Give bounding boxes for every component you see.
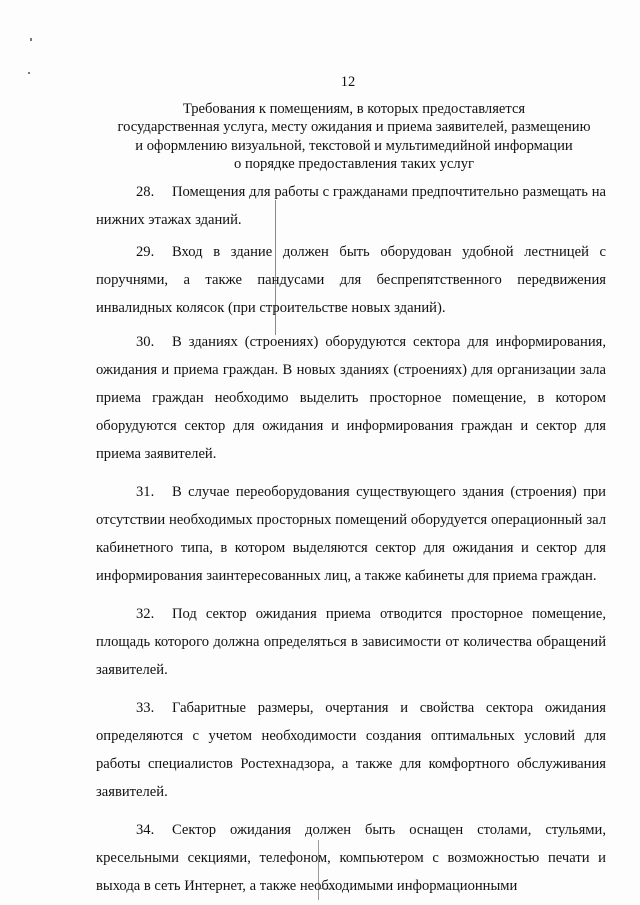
paragraph-33 bbox=[96, 694, 606, 806]
paragraph-29 bbox=[96, 238, 606, 322]
paragraph-number: 30. bbox=[136, 334, 155, 350]
paragraph-text: В зданиях (строениях) оборудуются сектора для информирования, ожидания и приема граждан. В новых зданиях (строениях) для организации зала приема граждан необходимо выделить просторное помещение, в котором оборудуются сектор для ожидания и информирования граждан и сектор для приема заявителей. bbox=[96, 334, 606, 462]
paragraph-text: Сектор ожидания должен быть оснащен столами, стульями, кресельными секциями, телефоном, компьютером с возможностью печати и выхода в сеть Интернет, а также необходимыми информационными bbox=[96, 822, 606, 894]
paragraph-number: 32. bbox=[136, 606, 155, 622]
paragraph-34 bbox=[96, 816, 606, 900]
paragraph-28 bbox=[96, 178, 606, 234]
paragraph-number: 31. bbox=[136, 484, 155, 500]
paragraph-32 bbox=[96, 600, 606, 684]
paragraph-31 bbox=[96, 478, 606, 590]
heading-line: Требования к помещениям, в которых предоставляется bbox=[182, 101, 526, 117]
paragraph-text: Габаритные размеры, очертания и свойства сектора ожидания определяются с учетом необходимости создания оптимальных условий для работы специалистов Ростехнадзора, а также для комфортного обслуживания заявителей. bbox=[96, 700, 606, 800]
page-number: 12 bbox=[340, 74, 356, 90]
paragraph-text: Вход в здание должен быть оборудован удобной лестницей с поручнями, а также пандусами для беспрепятственного передвижения инвалидных колясок (при строительстве новых зданий). bbox=[96, 244, 606, 316]
paragraph-text: Под сектор ожидания приема отводится просторное помещение, площадь которого должна определяться в зависимости от количества обращений заявителей. bbox=[96, 606, 606, 678]
paragraph-number: 33. bbox=[136, 700, 155, 716]
section-heading bbox=[96, 100, 612, 174]
heading-line: и оформлению визуальной, текстовой и мультимедийной информации bbox=[135, 137, 573, 154]
document-body bbox=[96, 178, 606, 900]
paragraph-text: В случае переоборудования существующего здания (строения) при отсутствии необходимых просторных помещений оборудуется операционный зал кабинетного типа, в котором выделяются сектор для ожидания и сектор для информирования заинтересованных лиц, а также кабинеты для приема граждан. bbox=[96, 484, 606, 584]
paragraph-number: 34. bbox=[136, 822, 155, 838]
heading-line: государственная услуга, месту ожидания и приема заявителей, размещению bbox=[117, 119, 591, 136]
paragraph-text: Помещения для работы с гражданами предпочтительно размещать на нижних этажах зданий. bbox=[96, 184, 606, 228]
scan-mark bbox=[30, 38, 32, 41]
paragraph-30 bbox=[96, 328, 606, 468]
heading-line: о порядке предоставления таких услуг bbox=[234, 156, 474, 173]
paragraph-number: 28. bbox=[136, 184, 155, 200]
paragraph-number: 29. bbox=[136, 244, 155, 260]
